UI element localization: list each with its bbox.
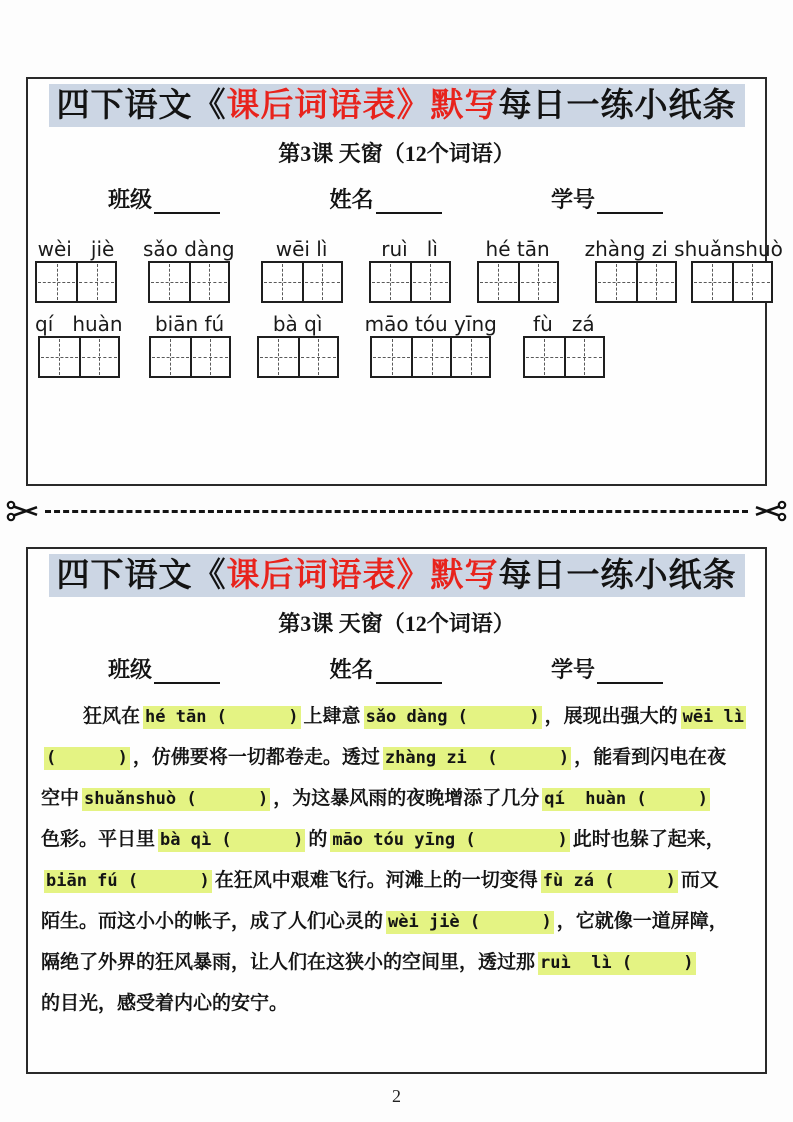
pinyin-word-label: hé tān [485,237,550,262]
passage-text-segment: 的目光，感受着内心的安宁。 [41,993,289,1015]
writing-cell [732,263,771,301]
writing-cell [37,263,76,301]
name-field [329,653,441,684]
writing-grid-group [595,261,773,303]
writing-grid [595,261,677,303]
passage-blank-segment: zhàng zi ( ) [384,748,570,769]
passage-line [41,983,754,1024]
class-field [108,183,220,214]
writing-grid [261,261,343,303]
writing-cell [76,263,115,301]
dashed-cut-rule [45,510,748,513]
class-field [108,653,220,684]
passage-blank-segment: qí huàn ( ) [544,789,709,810]
student-id-field [551,183,663,214]
writing-cell [372,338,411,376]
pinyin-grid-rows [28,214,783,378]
writing-grid [257,336,339,378]
writing-grid [370,336,491,378]
class-blank-line [154,190,220,214]
passage-text-segment: ，展现出强大的 [544,706,678,728]
scissors-icon [6,498,40,524]
pinyin-grid-row [35,312,761,378]
writing-grid [148,261,230,303]
writing-cell [410,263,449,301]
writing-cell [411,338,450,376]
passage-blank-segment: biān fú ( ) [46,871,210,892]
student-info-row [28,653,765,684]
slip-title [49,84,745,127]
title-part-black-2: 每日一练小纸条 [498,86,737,123]
writing-grid [35,261,117,303]
passage-blank-segment: fù zá ( ) [542,871,676,892]
student-id-label: 学号 [550,657,595,683]
writing-cell [190,338,229,376]
writing-grid-group [35,261,117,303]
pinyin-grid-row [35,237,783,303]
passage-text-segment: ，为这暴风雨的夜晚增添了几分 [273,788,540,810]
pinyin-word-item [585,237,783,303]
passage-blank-segment: sǎo dàng ( ) [365,707,540,728]
writing-cell [151,338,190,376]
pinyin-word-label: wēi lì [275,237,328,262]
writing-grid-group [369,261,451,303]
writing-cell [79,338,118,376]
slip-title-row [28,84,765,127]
name-blank-line [376,190,442,214]
writing-cell [597,263,636,301]
pinyin-word-label: biān fú [154,312,225,337]
pinyin-word-item [369,237,451,303]
passage-text-segment: 狂风在 [83,706,141,728]
passage-blank-segment: māo tóu yīng ( ) [332,830,568,851]
passage-line [41,860,754,901]
writing-cell [479,263,518,301]
writing-grid-group [148,261,230,303]
lesson-subtitle: 第3课 天窗（12个词语） [278,611,515,637]
writing-cell [150,263,189,301]
writing-grid [369,261,451,303]
passage-text-segment: 在狂风中艰难飞行。河滩上的一切变得 [214,870,538,892]
writing-grid [523,336,605,378]
writing-cell [263,263,302,301]
page-number: 2 [392,1086,401,1106]
passage-blank-segment: wèi jiè ( ) [388,912,552,933]
writing-grid-group [257,336,339,378]
name-label: 姓名 [329,187,374,213]
passage-text-segment: ，仿佛要将一切都卷走。透过 [132,747,380,769]
writing-grid-group [477,261,559,303]
passage-text-segment: 空中 [41,788,80,810]
passage-line [41,696,754,737]
class-blank-line [154,660,220,684]
pinyin-word-item [257,312,339,378]
name-label: 姓名 [329,657,374,683]
pinyin-word-label: fù zá [533,312,595,337]
passage-blank-segment: wēi lì [682,707,744,728]
student-id-label: 学号 [550,187,595,213]
passage-line [41,737,754,778]
class-label: 班级 [108,657,153,683]
student-id-field [551,653,663,684]
passage-blank-segment: shuǎnshuò ( ) [84,789,269,810]
writing-cell [525,338,564,376]
pinyin-word-item [477,237,559,303]
pinyin-word-label: wèi jiè [37,237,115,262]
writing-cell [564,338,603,376]
writing-cell [189,263,228,301]
title-part-red: 课后词语表》默写 [226,86,499,123]
pinyin-word-label: sǎo dàng [143,237,235,262]
writing-grid-group [523,336,605,378]
pinyin-word-label: zhàng zi shuǎnshuò [584,237,783,262]
writing-grid [691,261,773,303]
writing-grid-group [149,336,231,378]
student-id-blank-line [597,190,663,214]
writing-cell [518,263,557,301]
cut-line [6,496,787,526]
passage-text-segment: 而又 [680,870,719,892]
title-part-red: 课后词语表》默写 [226,556,499,593]
pinyin-word-item [35,312,123,378]
pinyin-word-label: ruì lì [381,237,438,262]
lesson-subtitle: 第3课 天窗（12个词语） [278,141,515,167]
writing-cell [298,338,337,376]
student-id-blank-line [597,660,663,684]
writing-grid [149,336,231,378]
fill-in-slip [26,547,767,1074]
slip-title-row [28,554,765,597]
passage-text-segment: 隔绝了外界的狂风暴雨，让人们在这狭小的空间里，透过那 [41,952,536,974]
pinyin-word-label: bà qì [272,312,323,337]
fill-in-passage [28,684,765,1024]
passage-blank-segment: hé tān ( ) [145,707,299,728]
writing-grid-group [370,336,491,378]
passage-text-segment: 陌生。而这小小的帐子，成了人们心灵的 [41,911,384,933]
writing-grid [38,336,120,378]
dictation-slip [26,77,783,486]
writing-grid [477,261,559,303]
passage-line [41,819,754,860]
pinyin-word-label: qí huàn [35,312,123,337]
passage-text-segment: 的 [308,829,328,851]
writing-grid-group [261,261,343,303]
writing-cell [636,263,675,301]
pinyin-word-item [261,237,343,303]
passage-blank-segment: ( ) [46,748,128,769]
writing-cell [302,263,341,301]
name-field [329,183,441,214]
title-part-black-1: 四下语文《 [56,556,227,593]
passage-text-segment: 此时也躲了起来， [572,829,725,851]
passage-blank-segment: ruì lì ( ) [540,953,694,974]
writing-cell [259,338,298,376]
slip-title [49,554,745,597]
passage-text-segment: 上肆意 [303,706,361,728]
passage-line [41,901,754,942]
passage-line [41,778,754,819]
name-blank-line [376,660,442,684]
title-part-black-1: 四下语文《 [56,86,227,123]
scissors-icon [753,498,787,524]
passage-line [41,942,754,983]
pinyin-word-item [143,237,235,303]
pinyin-word-item [365,312,497,378]
class-label: 班级 [108,187,153,213]
passage-text-segment: ，它就像一道屏障， [556,911,728,933]
pinyin-word-item [149,312,231,378]
writing-cell [40,338,79,376]
title-part-black-2: 每日一练小纸条 [498,556,737,593]
student-info-row [28,183,765,214]
writing-cell [450,338,489,376]
pinyin-word-label: māo tóu yīng [364,312,497,337]
passage-text-segment: ，能看到闪电在夜 [574,747,727,769]
writing-cell [371,263,410,301]
pinyin-word-item [523,312,605,378]
pinyin-word-item [35,237,117,303]
passage-text-segment: 色彩。平日里 [41,829,156,851]
passage-blank-segment: bà qì ( ) [160,830,304,851]
writing-grid-group [38,336,120,378]
writing-cell [693,263,732,301]
